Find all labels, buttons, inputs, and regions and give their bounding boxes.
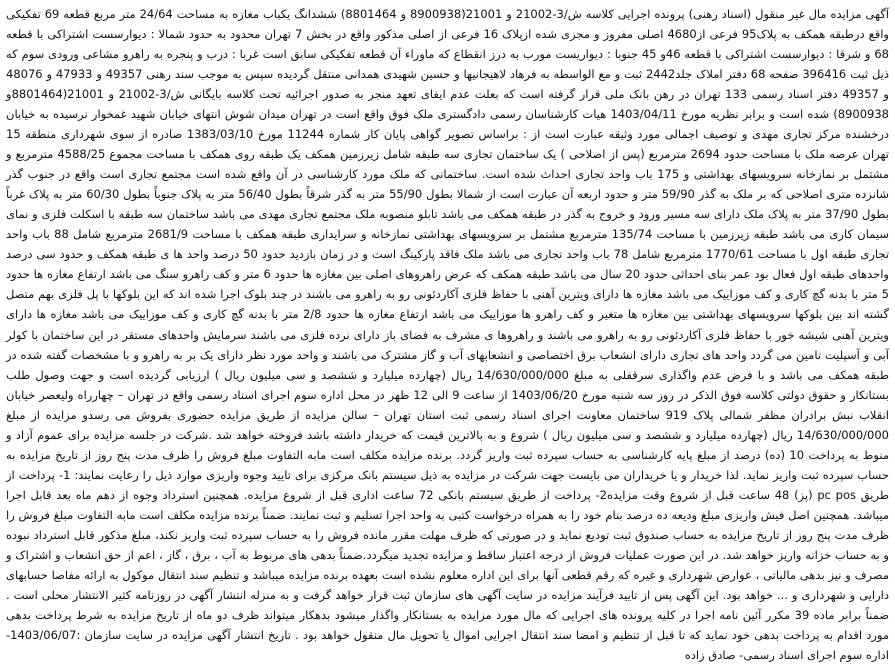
- auction-notice-text: آگهی مزایده مال غیر منقول (اسناد رهنی) پرونده اجرایی کلاسه ش/3-21002 و 21001(8900938 و 8801464) ششدانگ یکباب مغازه به مساحت 24/64 متر مربع قطعه 69 تفکیکی واقع درطبقه همکف به پلاک95 فرعی از4680 اصلی مفروز و مجزی شده ازپلاک 16 فرعی از اصلی مذکور واقع در بخش 7 تهران محدود به حدود شمالا : دیوارسست اشتراکی با قطعه 68 و شرقا : دیوارسست اشتراکی با قطعه 46و 45 جنوبا : دیواریست مورب به درز انقطاع که ماوراء آن قطعه تفکیکی سابق است غربا : درب و پنجره به راهرو مشاعی ورودی سوم که ذیل ثبت 396416 صفحه 68 دفتر املاک جلد2442 ثبت و مع الواسطه به فرهاد لاهیجانیها و حسین شهیدی همدانی منتقل گردیده سپس به موجب سند رهنی 49357 و 47933 و 48076 و 49357 دفتر اسناد رسمی 133 تهران در رهن بانک ملی قرار گرفته است که بعلت عدم ایفای تعهد منجر به صدور اجرائیه تحت کلاسه بایگانی ش/3-21002 و 21001(8801464و 8900938) شده است و برابر نظریه مورخ 1403/04/11 هیات کارشناسان رسمی دادگستری ملک فوق واقع است در تهران میدان شوش انتهای خیابان شهید غمخوار نرسیده به خیابان درخشنده مرکز تجاری مهدی و توصیف اجمالی مورد وثیقه عبارت است از : براساس تصویر گواهی پایان کار شماره 11244 مورخ 1383/03/10 صادره از سوی شهرداری منطقه 15 تهران عرصه ملک با مساحت حدود 2694 مترمربع (پس از اصلاحی ) یک ساختمان تجاری سه طبقه شامل زیرزمین همکف یک طبقه روی همکف با مساحت مجموع 4588/25 مترمربع و مشتمل بر نمازخانه سرویسهای بهداشتی و 175 باب واحد تجاری احداث شده است. ساختمانی که ملک مورد کارشناسی در آن واقع شده است مجتمع تجاری است واقع در جنوب گذر شانزده متری اصلاحی که بر ملک به گذر 59/90 متر و حدود اربعه آن عبارت است از شمالا بطول 55/90 متر به گذر شرقاً بطول 56/40 متر به پلاک جنوباً بطول 60/30 متر به پلاک غرباً بطول 37/90 متر به پلاک ملک دارای سه مسیر ورود و خروج به گذر در طبقه همکف می باشد تابلو منصوبه ملک مجتمع تجاری مهدی می باشد ساختمان سه طبقه با اسکلت فلزی و نمای سیمان کاری می باشد طبقه زیرزمین با مساحت 135/74 مترمربع مشتمل بر سرویسهای بهداشتی نمازخانه و سرایداری طبقه همکف با مساحت 2681/9 مترمربع شامل 88 باب واحد تجاری طبقه اول با مساحت 1770/61 مترمربع شامل 78 باب واحد تجاری می باشد ملک فاقد پارکینگ است و در زمان بازدید حدود 50 درصد واحد ها ی طبقه همکف و حدود سی درصد واحدهای طبقه اول فعال بود عمر بنای احداثی حدود 20 سال می باشد طبقه همکف که عرض راهروهای اصلی بین مغازه ها حدود 6 متر و کف راهرو سنگ می باشد ارتفاع مغازه ها حدود 5 متر با بدنه گچ کاری و کف موزاییک می باشد مغازه ها دارای ویترین آهنی با حفاظ فلزی آکاردئونی رو به راهرو می باشند در چند بلوک اجرا شده اند که این بلوکها با پل فلزی بهم متصل گشته اند بین بلوکها سرویسهای بهداشتی بین مغازه ها متغیر و کف راهرو ها موزاییک می باشد ارتفاع مغازه ها حدود 2/8 متر با بدنه گچ کاری و کف موزاییک می باشد مغازه ها دارای ویترین آهنی شیشه خور با حفاظ فلزی آکاردئونی رو به راهرو می باشند و راهروها ی مشرف به فضای باز دارای نرده فلزی می باشند سرمایش واحدهای مستقر در این ساختمان با کولر آبی و آسپلیت تامین می گردد واحد های تجاری دارای انشعاب برق اختصاصی و انشعابهای آب و گاز مشترک می باشند و واحد مورد نظر دارای یک بر به راهرو و با مشخصات گفته شده در طبقه همکف می باشد و با فرض عدم واگذاری سرقفلی به مبلغ 14/630/000/000 ریال (چهارده میلیارد و ششصد و سی میلیون ریال ) ارزیابی گردیده است و جهت وصول طلب بستانکار و حقوق دولتی کلاسه فوق الذکر در روز سه شنبه مورخ 1403/06/20 از ساعت 9 الی 12 ظهر در محل اداره سوم اجرای اسناد رسمی واقع در تهران – چهارراه ولیعصر خیابان انقلاب نبش برادران مظفر شمالی پلاک 919 ساختمان معاونت اجرای اسناد رسمی ثبت استان تهران – سالن مزایده از طریق مزایده حضوری بفروش می رسدو مزایده از مبلغ 14/630/000/000 ریال (چهارده میلیارد و ششصد و سی میلیون ریال ) شروع و به بالاترین قیمت که خریدار داشته باشد فروخته خواهد شد .شرکت در جلسه مزایده برای عموم آزاد و منوط به پرداخت 10 (ده) درصد از مبلغ پایه کارشناسی به حساب سپرده ثبت واریز گردد. برنده مزایده مکلف است مابه التفاوت مبلغ فروش را ظرف مدت پنج روز از تاریخ مزایده به حساب سپرده ثبت واریز نماید. لذا خریدار و یا خریداران می بایست جهت شرکت در مزایده به ذیل سیستم بانک مرکزی برای تایید وجوه واریزی موارد ذیل را رعایت نمایند: 1- پرداخت از طریق pc pos (پز) 48 ساعت قبل از شروع وقت مزایده2- پرداخت از طریق سیستم بانکی 72 ساعت اداری قبل از شروع مزایده. همچنین استرداد وجوه از دهم ماه بعد قابل اجرا میباشد. همچنین اصل فیش واریزی مبلغ ودیعه ده درصد بنام خود را به همراه درخواست کتبی به واحد اجرا تسلیم و ثبت نمایند. ضمناً برنده مزایده مکلف است مابه التفاوت مبلغ فروش را ظرف مدت پنج روز از تاریخ مزایده به حساب صندوق ثبت تودیع نماید و در صورتی که ظرف مهلت مقرر مانده فروش را به حساب سپرده ثبت واریز نکند، مبلغ مذکور قابل استرداد نبوده و به حساب خزانه واریز خواهد شد. در این صورت عملیات فروش از درجه اعتبار ساقط و مزایده تجدید میگردد.ضمناً بدهی های مربوط به آب ، برق ، گاز ، اعم از حق انشعاب و اشتراک و مصرف و نیز بدهی مالیاتی ، عوارض شهرداری و غیره که رقم قطعی آنها برای این اداره معلوم نشده است بعهده برنده مزایده میباشد و تنظیم سند انتقال موکول به ارائه مفاصا حسابهای دارایی و شهرداری و ... خواهد بود. این آگهی پس از تایید فرآیند مزایده در سایت آگهی های سازمان ثبت قرار خواهد گرفت و به منزله انتشار آگهی در روزنامه کثیر الانتشار محلی است . ضمناً برابر ماده 39 مکرر آئین نامه اجرا در کلیه پرونده های اجرایی که مال مورد مزایده به بستانکار واگذار میشود بدهکار میتواند ظرف دو ماه از تاریخ مزایده به شرط پرداخت بدهی مورد اقدام به پرداخت بدهی خود نماید که تا قبل از تنظیم و امضا سند انتقال اجرایی اموال یا تحویل مال منقول خواهد بود . تاریخ انتشار آگهی مزایده در سایت سازمان :1403/06/07- اداره سوم اجرای اسناد رسمی- صادق زاده: [6, 7, 890, 662]
